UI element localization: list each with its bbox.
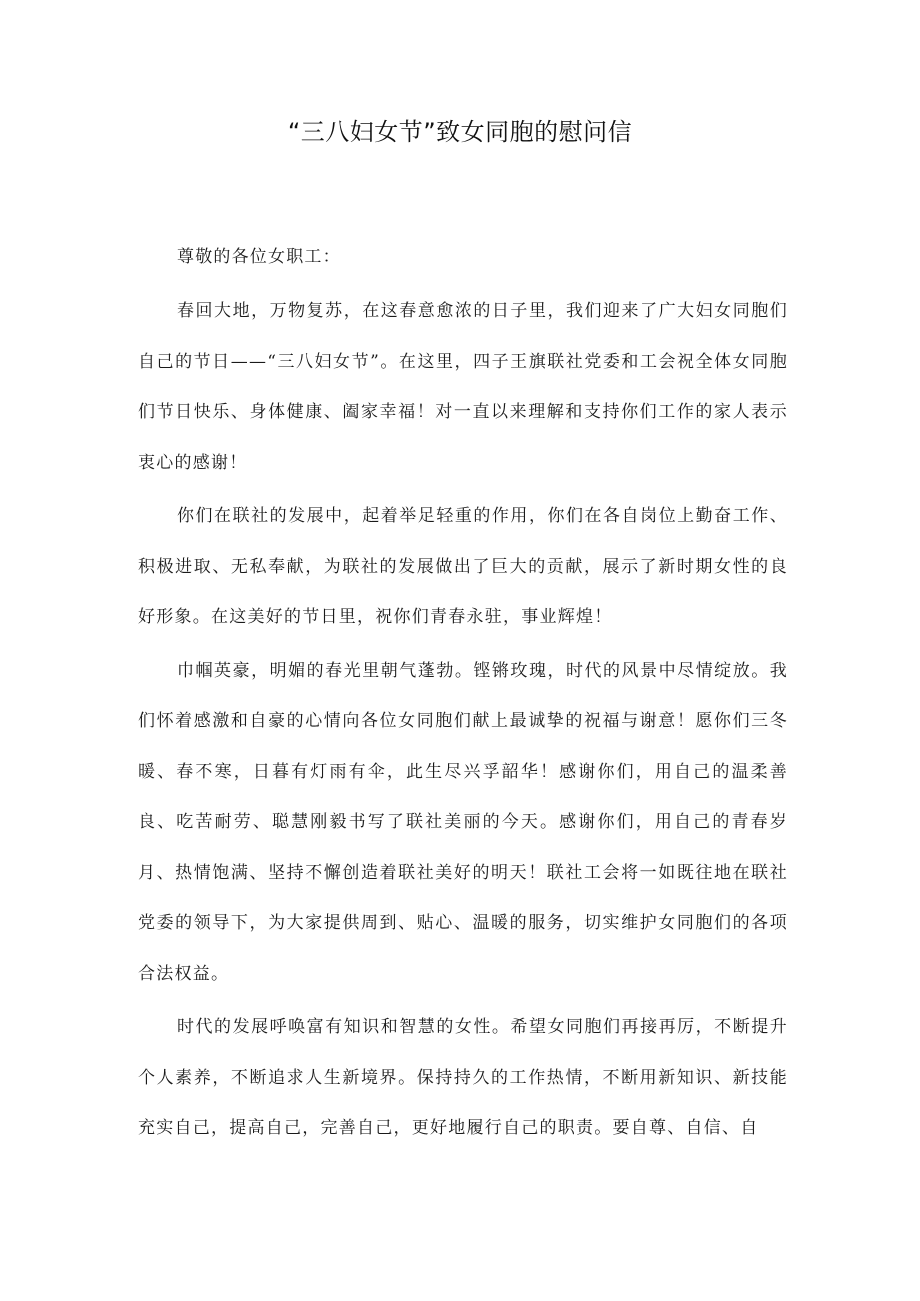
- paragraph-4: 时代的发展呼唤富有知识和智慧的女性。希望女同胞们再接再厉，不断提升个人素养，不断追求人生新境界。保持持久的工作热情，不断用新知识、新技能充实自己，提高自己，完善自己，更好地履行自己的职责。要自尊、自信、自: [138, 1017, 788, 1138]
- paragraph-1: 春回大地，万物复苏，在这春意愈浓的日子里，我们迎来了广大妇女同胞们自己的节日——“三八妇女节”。在这里，四子王旗联社党委和工会祝全体女同胞们节日快乐、身体健康、阖家幸福！对一直以来理解和支持你们工作的家人表示衷心的感谢！: [138, 301, 788, 473]
- paragraph-3: 巾帼英豪，明媚的春光里朝气蓬勃。铿锵玫瑰，时代的风景中尽情绽放。我们怀着感激和自豪的心情向各位女同胞们献上最诚挚的祝福与谢意！愿你们三冬暖、春不寒，日暮有灯雨有伞，此生尽兴孚韶华！感谢你们，用自己的温柔善良、吃苦耐劳、聪慧刚毅书写了联社美丽的今天。感谢你们，用自己的青春岁月、热情饱满、坚持不懈创造着联社美好的明天！联社工会将一如既往地在联社党委的领导下，为大家提供周到、贴心、温暖的服务，切实维护女同胞们的各项合法权益。: [138, 660, 788, 984]
- letter-greeting: 尊敬的各位女职工：: [177, 247, 341, 267]
- document-title: “三八妇女节”致女同胞的慰问信: [287, 118, 633, 146]
- paragraph-2: 你们在联社的发展中，起着举足轻重的作用，你们在各自岗位上勤奋工作、积极进取、无私奉献，为联社的发展做出了巨大的贡献，展示了新时期女性的良好形象。在这美好的节日里，祝你们青春永驻，事业辉煌！: [138, 506, 788, 627]
- letter-body: [138, 232, 788, 1154]
